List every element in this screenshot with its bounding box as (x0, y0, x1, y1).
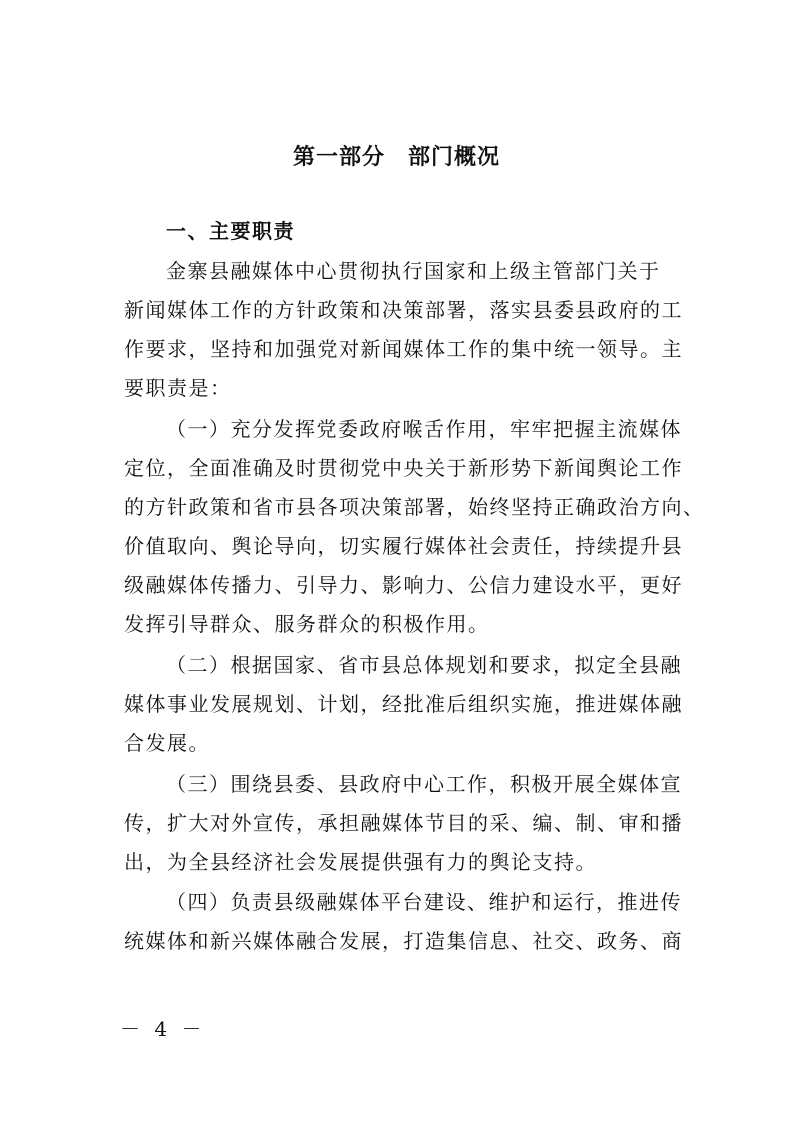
paragraph-line: 统媒体和新兴媒体融合发展，打造集信息、社交、政务、商 (124, 929, 683, 953)
paragraph-line: 新闻媒体工作的方针政策和决策部署，落实县委县政府的工 (124, 298, 683, 322)
paragraph-line: 价值取向、舆论导向，切实履行媒体社会责任，持续提升县 (124, 534, 683, 558)
paragraph-line: 作要求，坚持和加强党对新闻媒体工作的集中统一领导。主 (124, 337, 683, 361)
paragraph-line: 出，为全县经济社会发展提供强有力的舆论支持。 (124, 850, 597, 874)
paragraph-line: 定位，全面准确及时贯彻党中央关于新形势下新闻舆论工作 (124, 456, 683, 480)
paragraph-line: 发挥引导群众、服务群众的积极作用。 (124, 612, 490, 636)
paragraph-line: （二）根据国家、省市县总体规划和要求，拟定全县融 (166, 653, 682, 677)
page-number: － 4 － (120, 1017, 206, 1041)
paragraph-line: 的方针政策和省市县各项决策部署，始终坚持正确政治方向、 (124, 495, 705, 519)
paragraph-line: 金寨县融媒体中心贯彻执行国家和上级主管部门关于 (166, 259, 661, 283)
paragraph-line: （一）充分发挥党委政府喉舌作用，牢牢把握主流媒体 (166, 417, 682, 441)
paragraph-line: 要职责是： (124, 376, 232, 400)
page-title: 第一部分 部门概况 (292, 145, 500, 170)
paragraph-line: （四）负责县级融媒体平台建设、维护和运行，推进传 (166, 890, 682, 914)
section-heading: 一、主要职责 (166, 219, 295, 243)
paragraph-line: 级融媒体传播力、引导力、影响力、公信力建设水平，更好 (124, 573, 683, 597)
paragraph-line: 传，扩大对外宣传，承担融媒体节目的采、编、制、审和播 (124, 811, 683, 835)
paragraph-line: 合发展。 (124, 731, 210, 755)
paragraph-line: （三）围绕县委、县政府中心工作，积极开展全媒体宣 (166, 772, 682, 796)
paragraph-line: 媒体事业发展规划、计划，经批准后组织实施，推进媒体融 (124, 692, 683, 716)
